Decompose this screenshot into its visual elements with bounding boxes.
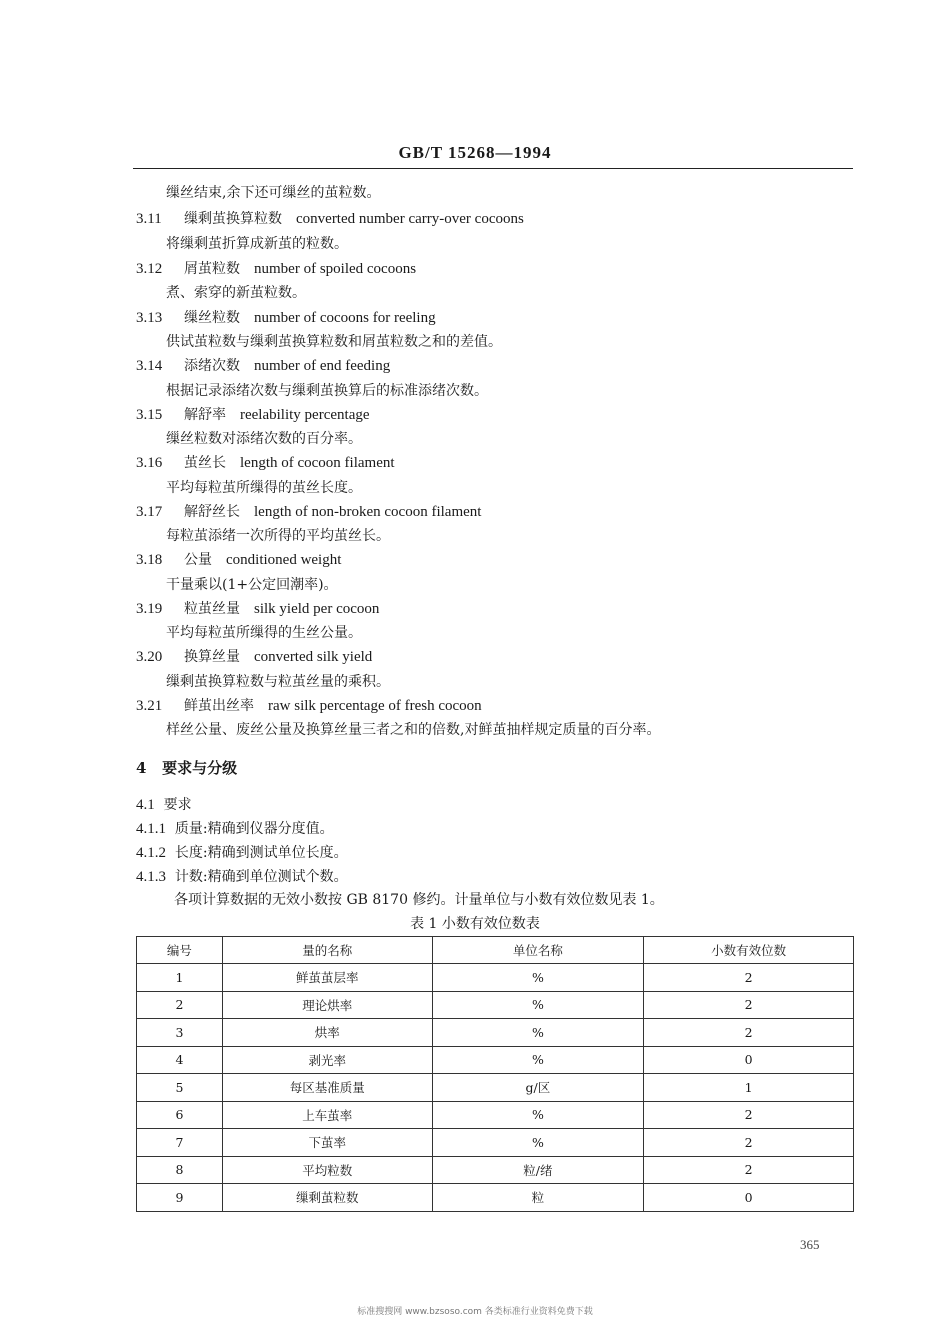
term-number: 3.20 xyxy=(136,649,163,665)
term-number: 3.16 xyxy=(136,455,163,471)
clause-number: 4.1.1 xyxy=(136,821,166,837)
table-cell: 下茧率 xyxy=(222,1129,432,1157)
definition-description: 将缫剩茧折算成新茧的粒数。 xyxy=(166,236,348,252)
term-english: number of spoiled cocoons xyxy=(254,261,417,277)
definition-term xyxy=(136,502,481,522)
table-cell: 3 xyxy=(137,1019,223,1047)
section-4-heading xyxy=(136,758,237,778)
rounding-note: 各项计算数据的无效小数按 GB 8170 修约。计量单位与小数有效位数见表 1。 xyxy=(174,892,664,908)
term-number: 3.18 xyxy=(136,552,163,568)
definition-term xyxy=(136,259,416,279)
term-chinese: 屑茧粒数 xyxy=(184,261,240,277)
table-cell: 6 xyxy=(137,1101,223,1129)
table-cell: 粒/绪 xyxy=(432,1156,644,1184)
term-chinese: 缫丝粒数 xyxy=(184,310,240,326)
table-cell: % xyxy=(432,1046,644,1074)
table-row xyxy=(137,991,854,1019)
definition-description: 煮、索穿的新茧粒数。 xyxy=(166,285,306,301)
table-cell: 2 xyxy=(137,991,223,1019)
table-row xyxy=(137,1101,854,1129)
term-english: converted silk yield xyxy=(254,649,373,665)
term-english: number of cocoons for reeling xyxy=(254,310,436,326)
definition-description: 缫丝结束,余下还可缫丝的茧粒数。 xyxy=(166,185,381,201)
definition-term xyxy=(136,209,524,229)
watermark-footer: 标准搜搜网 www.bzsoso.com 各类标准行业资料免费下载 xyxy=(357,1307,593,1317)
table-cell: 2 xyxy=(644,1129,854,1157)
clause-text: 计数:精确到单位测试个数。 xyxy=(174,869,348,885)
term-number: 3.15 xyxy=(136,407,163,423)
clause-text: 要求 xyxy=(163,797,192,813)
term-english: conditioned weight xyxy=(226,552,342,568)
table-cell: 2 xyxy=(644,1156,854,1184)
table-cell: 5 xyxy=(137,1074,223,1102)
table-cell: 8 xyxy=(137,1156,223,1184)
table-cell: 剥光率 xyxy=(222,1046,432,1074)
header-cell: 单位名称 xyxy=(432,937,644,964)
table-cell: 1 xyxy=(137,964,223,992)
table-cell: % xyxy=(432,964,644,992)
table-row xyxy=(137,1184,854,1212)
definition-term xyxy=(136,405,370,425)
table-row xyxy=(137,1046,854,1074)
clause-4-1-1 xyxy=(136,819,334,839)
term-number: 3.17 xyxy=(136,504,163,520)
table-cell: 理论烘率 xyxy=(222,991,432,1019)
definition-term xyxy=(136,696,482,716)
table-cell: g/区 xyxy=(432,1074,644,1102)
table-row xyxy=(137,1019,854,1047)
table-cell: 粒 xyxy=(432,1184,644,1212)
definition-description: 每粒茧添绪一次所得的平均茧丝长。 xyxy=(166,528,390,544)
definition-description: 平均每粒茧所缫得的生丝公量。 xyxy=(166,625,362,641)
table-row xyxy=(137,1156,854,1184)
table-cell: 4 xyxy=(137,1046,223,1074)
clause-number: 4.1 xyxy=(136,797,155,813)
definition-description: 干量乘以(1+公定回潮率)。 xyxy=(166,577,338,593)
table-cell: 鲜茧茧层率 xyxy=(222,964,432,992)
standard-header: GB/T 15268—1994 xyxy=(398,143,552,162)
table-cell: 2 xyxy=(644,1101,854,1129)
term-chinese: 公量 xyxy=(184,552,212,568)
table-cell: 0 xyxy=(644,1184,854,1212)
clause-4-1 xyxy=(136,795,192,815)
clause-text: 长度:精确到测试单位长度。 xyxy=(174,845,348,861)
term-number: 3.14 xyxy=(136,358,163,374)
definition-description: 缫丝粒数对添绪次数的百分率。 xyxy=(166,431,362,447)
header-cell: 量的名称 xyxy=(222,937,432,964)
term-chinese: 解舒率 xyxy=(184,407,226,423)
table-cell: % xyxy=(432,991,644,1019)
table-cell: 每区基准质量 xyxy=(222,1074,432,1102)
table-cell: 2 xyxy=(644,1019,854,1047)
section-number: 4 xyxy=(136,759,147,777)
table-cell: 2 xyxy=(644,991,854,1019)
term-english: length of cocoon filament xyxy=(240,455,395,471)
definition-description: 缫剩茧换算粒数与粒茧丝量的乘积。 xyxy=(166,674,390,690)
term-english: silk yield per cocoon xyxy=(254,601,380,617)
clause-number: 4.1.2 xyxy=(136,845,166,861)
table-cell: 9 xyxy=(137,1184,223,1212)
definition-description: 根据记录添绪次数与缫剩茧换算后的标准添绪次数。 xyxy=(166,383,488,399)
table-cell: 烘率 xyxy=(222,1019,432,1047)
term-english: converted number carry-over cocoons xyxy=(296,211,524,227)
table-cell: 1 xyxy=(644,1074,854,1102)
term-number: 3.11 xyxy=(136,211,162,227)
clause-number: 4.1.3 xyxy=(136,869,166,885)
header-rule xyxy=(133,168,853,169)
header-cell: 编号 xyxy=(137,937,223,964)
term-chinese: 换算丝量 xyxy=(184,649,240,665)
definition-description: 供试茧粒数与缫剩茧换算粒数和屑茧粒数之和的差值。 xyxy=(166,334,502,350)
definition-term xyxy=(136,453,395,473)
definition-term xyxy=(136,599,379,619)
table-cell: 平均粒数 xyxy=(222,1156,432,1184)
term-chinese: 添绪次数 xyxy=(184,358,240,374)
decimal-places-table xyxy=(136,936,854,1212)
term-number: 3.13 xyxy=(136,310,163,326)
table-cell: 2 xyxy=(644,964,854,992)
table-cell: 0 xyxy=(644,1046,854,1074)
table-cell: 上车茧率 xyxy=(222,1101,432,1129)
table-row xyxy=(137,1129,854,1157)
term-chinese: 解舒丝长 xyxy=(184,504,240,520)
table-cell: % xyxy=(432,1129,644,1157)
table-cell: % xyxy=(432,1101,644,1129)
term-number: 3.19 xyxy=(136,601,163,617)
term-chinese: 鲜茧出丝率 xyxy=(184,698,254,714)
term-chinese: 粒茧丝量 xyxy=(184,601,240,617)
section-title: 要求与分级 xyxy=(162,759,238,777)
term-chinese: 茧丝长 xyxy=(184,455,226,471)
table-row xyxy=(137,964,854,992)
page-number: 365 xyxy=(800,1237,820,1252)
clause-4-1-3 xyxy=(136,867,348,887)
clause-text: 质量:精确到仪器分度值。 xyxy=(174,821,334,837)
definition-term xyxy=(136,356,390,376)
definition-description: 平均每粒茧所缫得的茧丝长度。 xyxy=(166,480,362,496)
term-english: number of end feeding xyxy=(254,358,391,374)
definition-description: 样丝公量、废丝公量及换算丝量三者之和的倍数,对鲜茧抽样规定质量的百分率。 xyxy=(166,722,661,738)
definition-term xyxy=(136,550,341,570)
term-number: 3.12 xyxy=(136,261,163,277)
term-english: reelability percentage xyxy=(240,407,370,423)
term-chinese: 缫剩茧换算粒数 xyxy=(184,211,282,227)
term-english: raw silk percentage of fresh cocoon xyxy=(268,698,482,714)
definition-term xyxy=(136,647,372,667)
term-english: length of non-broken cocoon filament xyxy=(254,504,482,520)
table-cell: % xyxy=(432,1019,644,1047)
table-cell: 7 xyxy=(137,1129,223,1157)
table-header-row xyxy=(137,937,854,964)
header-cell: 小数有效位数 xyxy=(644,937,854,964)
table-caption: 表 1 小数有效位数表 xyxy=(410,916,540,932)
definition-term xyxy=(136,308,436,328)
clause-4-1-2 xyxy=(136,843,348,863)
table-row xyxy=(137,1074,854,1102)
table-cell: 缫剩茧粒数 xyxy=(222,1184,432,1212)
term-number: 3.21 xyxy=(136,698,163,714)
